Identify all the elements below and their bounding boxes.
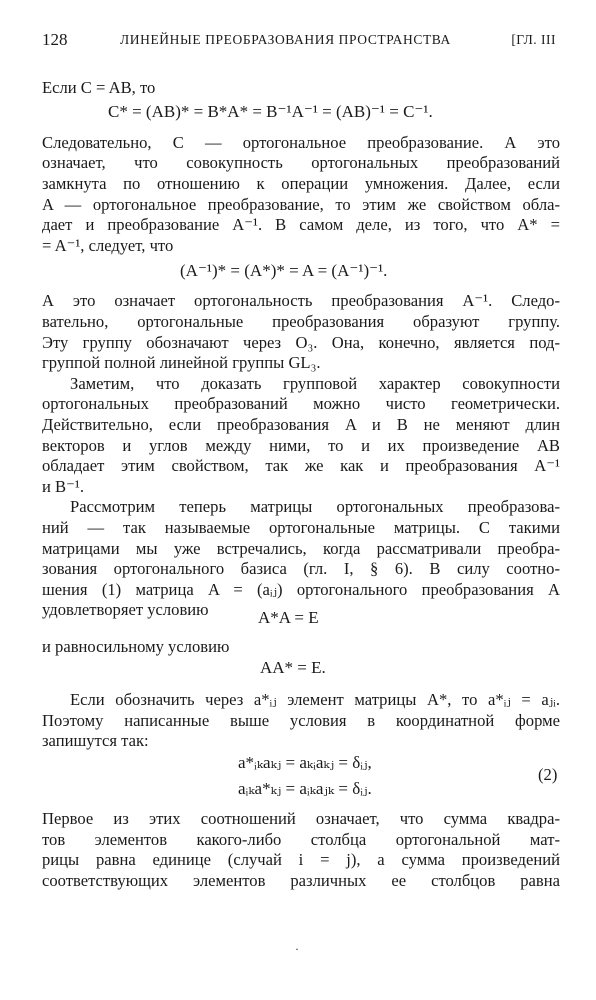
equation: aᵢₖa*ₖⱼ = aᵢₖaⱼₖ = δᵢⱼ. xyxy=(238,779,372,798)
chapter-label: [ГЛ. III xyxy=(511,32,556,47)
equation-number: (2) xyxy=(538,765,558,784)
text-line: Если C = AB, то xyxy=(42,78,156,97)
text-line: Эту группу обозначают через O₃. Она, конечно, является под- xyxy=(42,333,560,352)
text-line: вательно, ортогональные преобразования образуют группу. xyxy=(42,312,560,331)
equation: AA* = E. xyxy=(260,658,326,677)
text-line: шения (1) матрица A = (aᵢⱼ) ортогонального преобразования A xyxy=(42,580,560,599)
running-header xyxy=(42,30,556,54)
text-line: Рассмотрим теперь матрицы ортогональных преобразова- xyxy=(70,497,560,516)
text-line: зования ортогонального базиса (гл. I, § 6). В силу соотно- xyxy=(42,559,560,578)
text-line: соответствующих элементов различных ее столбцов равна xyxy=(42,871,560,890)
text-line: А это означает ортогональность преобразования A⁻¹. Следо- xyxy=(42,291,560,310)
running-title: ЛИНЕЙНЫЕ ПРЕОБРАЗОВАНИЯ ПРОСТРАНСТВА xyxy=(120,32,451,47)
text-line: Заметим, что доказать групповой характер совокупности xyxy=(70,374,560,393)
equation: C* = (AB)* = B*A* = B⁻¹A⁻¹ = (AB)⁻¹ = C⁻¹. xyxy=(108,102,433,121)
text-line: ний — так называемые ортогональные матрицы. С такими xyxy=(42,518,560,537)
text-line: = A⁻¹, следует, что xyxy=(42,236,174,255)
text-line: замкнута по отношению к операции умножения. Далее, если xyxy=(42,174,560,193)
equation: a*ᵢₖaₖⱼ = aₖᵢaₖⱼ = δᵢⱼ, xyxy=(238,753,372,772)
text-line: рицы равна единице (случай i = j), а сумма произведений xyxy=(42,850,560,869)
text-line: и B⁻¹. xyxy=(42,477,84,496)
text-line: Следовательно, C — ортогональное преобразование. А это xyxy=(42,133,560,152)
text-line: дает и преобразование A⁻¹. В самом деле, из того, что A* = xyxy=(42,215,560,234)
text-line: обладает этим свойством, так же как и преобразования A⁻¹ xyxy=(42,456,560,475)
text-line: ортогональных преобразований можно чисто геометрически. xyxy=(42,394,560,413)
text-line: тов элементов какого-либо столбца ортогональной мат- xyxy=(42,830,560,849)
text-line: матрицами мы уже встречались, когда рассматривали преобра- xyxy=(42,539,560,558)
equation: A*A = E xyxy=(258,608,319,627)
text-line: Первое из этих соотношений означает, что сумма квадра- xyxy=(42,809,560,828)
print-speck: · xyxy=(295,942,299,956)
text-line: векторов и углов между ними, то и их произведение AB xyxy=(42,436,560,455)
text-line: Если обозначить через a*ᵢⱼ элемент матрицы A*, то a*ᵢⱼ = aⱼᵢ. xyxy=(70,690,560,709)
text-line: Поэтому написанные выше условия в координатной форме xyxy=(42,711,560,730)
text-line: Действительно, если преобразования A и B не меняют длин xyxy=(42,415,560,434)
equation: (A⁻¹)* = (A*)* = A = (A⁻¹)⁻¹. xyxy=(180,261,388,280)
page-number: 128 xyxy=(42,30,68,49)
text-line: удовлетворяет условию xyxy=(42,600,209,619)
text-line: означает, что совокупность ортогональных преобразований xyxy=(42,153,560,172)
text-line: запишутся так: xyxy=(42,731,149,750)
text-line: группой полной линейной группы GL₃. xyxy=(42,353,321,372)
text-line: A — ортогональное преобразование, то этим же свойством обла- xyxy=(42,195,560,214)
text-line: и равносильному условию xyxy=(42,637,230,656)
